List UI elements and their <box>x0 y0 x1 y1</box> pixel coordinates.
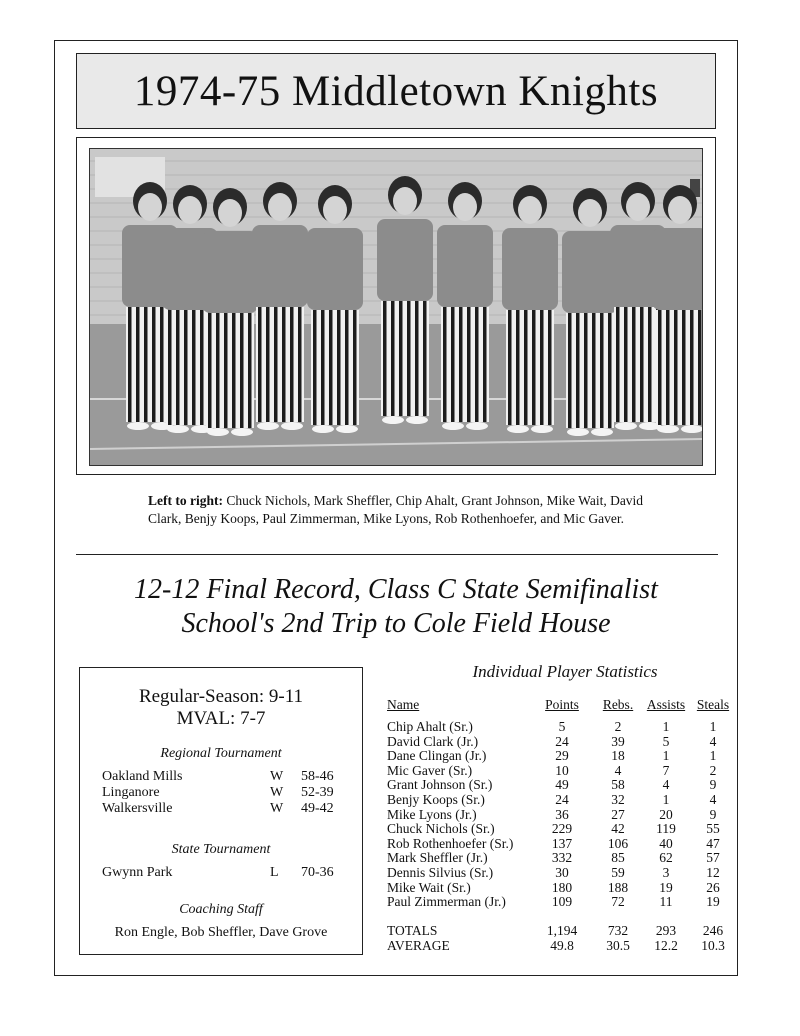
headline-line-1: 12-12 Final Record, Class C State Semifinalist <box>134 574 658 605</box>
player-assists: 19 <box>659 879 673 895</box>
player-shoe <box>167 425 189 433</box>
pants-stripe <box>592 313 596 428</box>
pants-stripe <box>184 310 188 425</box>
player-steals: 26 <box>706 879 720 895</box>
player-rebs: 39 <box>611 733 625 749</box>
pants-stripe <box>391 301 395 416</box>
player-pants <box>566 313 614 428</box>
pants-stripe <box>407 301 411 416</box>
player-face <box>578 199 602 227</box>
player-shoe <box>207 428 229 436</box>
player-pants <box>441 307 489 422</box>
pants-stripe <box>136 307 140 422</box>
player-shoe <box>382 416 404 424</box>
pants-stripe <box>168 310 172 425</box>
player-steals: 4 <box>709 792 717 807</box>
player-points: 24 <box>555 733 569 749</box>
player-shoe <box>442 422 464 430</box>
game-opponent: Gwynn Park <box>102 865 173 880</box>
player-points: 30 <box>555 865 569 880</box>
player-shirt <box>652 228 703 310</box>
coaching-staff-title: Coaching Staff <box>179 902 263 917</box>
player-name: Rob Rothenhoefer (Sr.) <box>387 835 514 851</box>
player-face <box>393 187 417 215</box>
player-shoe <box>127 422 149 430</box>
player-rebs: 59 <box>611 865 625 880</box>
player-steals: 57 <box>706 850 720 866</box>
game-result: W <box>270 769 284 784</box>
pants-stripe <box>321 310 325 425</box>
player-row <box>385 792 735 807</box>
player-steals: 4 <box>709 733 717 749</box>
mval-record: MVAL: 7-7 <box>176 708 266 729</box>
pants-stripe <box>282 307 286 422</box>
player-rebs: 27 <box>611 806 625 822</box>
regular-season-record: Regular-Season: 9-11 <box>138 686 304 707</box>
player-pants <box>381 301 429 416</box>
player-row <box>385 763 735 778</box>
player-shirt <box>502 228 558 310</box>
season-headline <box>56 573 736 641</box>
player-assists: 1 <box>662 719 670 734</box>
player-shoe <box>466 422 488 430</box>
player-name: Benjy Koops (Sr.) <box>387 792 485 807</box>
player-row <box>385 748 735 763</box>
pants-stripe <box>532 310 536 425</box>
player-shoe <box>281 422 303 430</box>
player-points: 10 <box>555 762 569 778</box>
player-pants <box>311 310 359 425</box>
pants-stripe <box>451 307 455 422</box>
player-steals: 1 <box>709 748 717 764</box>
player-shoe <box>257 422 279 430</box>
average-label: AVERAGE <box>387 938 450 953</box>
photo-caption <box>148 492 678 528</box>
team-photo-frame <box>76 137 716 475</box>
average-points: 49.8 <box>550 938 574 953</box>
caption-names: Chuck Nichols, Mark Sheffler, Chip Ahalt, Grant Johnson, Mike Wait, David Clark, Benjy Koops, Paul Zimmerman, Mike Lyons, Rob Rothenhoefer, and Mic Gaver. <box>148 493 644 526</box>
state-tournament-title: State Tournament <box>171 842 271 857</box>
player-steals: 2 <box>709 762 717 778</box>
player-points: 109 <box>551 894 573 910</box>
player-rebs: 72 <box>611 894 625 910</box>
player-pants <box>656 310 703 425</box>
player-shoe <box>406 416 428 424</box>
player-face <box>323 196 347 224</box>
player-rebs: 106 <box>607 835 629 851</box>
player-shirt <box>202 231 258 313</box>
player-rebs: 58 <box>611 777 625 793</box>
player-pants <box>206 313 254 428</box>
pants-stripe <box>568 313 572 428</box>
player-row <box>385 850 735 865</box>
player-name: Mark Sheffler (Jr.) <box>387 850 488 866</box>
player-shoe <box>507 425 529 433</box>
player-row <box>385 836 735 851</box>
header-rebs: Rebs. <box>602 697 634 712</box>
player-rebs: 42 <box>611 821 625 837</box>
totals-points: 1,194 <box>546 923 578 938</box>
player-rebs: 4 <box>614 762 622 778</box>
average-steals: 10.3 <box>701 938 725 953</box>
player-shirt <box>252 225 308 307</box>
player-shoe <box>336 425 358 433</box>
pants-stripe <box>144 307 148 422</box>
player-row <box>385 894 735 909</box>
pants-stripe <box>443 307 447 422</box>
pants-stripe <box>298 307 302 422</box>
average-row <box>385 938 735 953</box>
pants-stripe <box>632 307 636 422</box>
page-title: 1974-75 Middletown Knights <box>133 67 659 115</box>
pants-stripe <box>399 301 403 416</box>
player-row <box>385 807 735 822</box>
pants-stripe <box>682 310 686 425</box>
team-photo-illustration <box>90 149 703 466</box>
game-score: 52-39 <box>301 785 334 800</box>
player-rebs: 85 <box>611 850 625 866</box>
player-row <box>385 880 735 895</box>
pants-stripe <box>337 310 341 425</box>
header-steals: Steals <box>696 697 730 712</box>
pants-stripe <box>516 310 520 425</box>
player-shirt <box>437 225 493 307</box>
pants-stripe <box>698 310 702 425</box>
player-row <box>385 734 735 749</box>
team-photo <box>89 148 703 466</box>
player-shoe <box>231 428 253 436</box>
pants-stripe <box>200 310 204 425</box>
player-steals: 9 <box>709 777 717 793</box>
player-face <box>668 196 692 224</box>
pants-stripe <box>290 307 294 422</box>
totals-steals: 246 <box>702 923 724 938</box>
pants-stripe <box>329 310 333 425</box>
player-points: 24 <box>555 792 569 807</box>
totals-row <box>385 923 735 938</box>
player-pants <box>614 307 662 422</box>
player-assists: 4 <box>662 777 670 793</box>
pants-stripe <box>658 310 662 425</box>
player-shirt <box>307 228 363 310</box>
player-assists: 7 <box>662 762 670 778</box>
pants-stripe <box>483 307 487 422</box>
pants-stripe <box>176 310 180 425</box>
pants-stripe <box>353 310 357 425</box>
pants-stripe <box>208 313 212 428</box>
player-assists: 1 <box>662 748 670 764</box>
headline-line-2: School's 2nd Trip to Cole Field House <box>181 608 611 639</box>
player-points: 332 <box>551 850 573 866</box>
game-score: 58-46 <box>301 769 334 784</box>
pants-stripe <box>608 313 612 428</box>
totals-rebs: 732 <box>607 923 629 938</box>
player-points: 137 <box>551 835 573 851</box>
pants-stripe <box>423 301 427 416</box>
player-pants <box>506 310 554 425</box>
regional-tournament-title: Regional Tournament <box>160 746 282 761</box>
pants-stripe <box>274 307 278 422</box>
season-record-box <box>79 667 363 955</box>
player-rebs: 188 <box>607 879 629 895</box>
pants-stripe <box>690 310 694 425</box>
player-pants <box>256 307 304 422</box>
pants-stripe <box>192 310 196 425</box>
game-result: L <box>270 865 279 880</box>
pants-stripe <box>258 307 262 422</box>
pants-stripe <box>648 307 652 422</box>
totals-assists: 293 <box>655 923 677 938</box>
player-shoe <box>591 428 613 436</box>
player-row <box>385 821 735 836</box>
player-face <box>178 196 202 224</box>
game-result: W <box>270 801 284 816</box>
player-name: Chip Ahalt (Sr.) <box>387 719 473 734</box>
header-assists: Assists <box>646 697 686 712</box>
player-points: 36 <box>555 806 569 822</box>
player-assists: 20 <box>659 806 673 822</box>
player-assists: 5 <box>662 733 670 749</box>
player-shoe <box>312 425 334 433</box>
player-steals: 19 <box>706 894 720 910</box>
pants-stripe <box>674 310 678 425</box>
pants-stripe <box>345 310 349 425</box>
pants-stripe <box>248 313 252 428</box>
pants-stripe <box>475 307 479 422</box>
player-steals: 9 <box>709 806 717 822</box>
pants-stripe <box>666 310 670 425</box>
player-face <box>218 199 242 227</box>
player-name: Mike Wait (Sr.) <box>387 879 471 895</box>
pants-stripe <box>266 307 270 422</box>
player-row <box>385 865 735 880</box>
player-shoe <box>657 425 679 433</box>
pants-stripe <box>415 301 419 416</box>
player-shoe <box>615 422 637 430</box>
header-name: Name <box>387 697 420 712</box>
average-rebs: 30.5 <box>606 938 630 953</box>
stats-title: Individual Player Statistics <box>472 662 658 681</box>
section-divider <box>76 554 718 555</box>
pants-stripe <box>216 313 220 428</box>
pants-stripe <box>624 307 628 422</box>
pants-stripe <box>224 313 228 428</box>
pants-stripe <box>576 313 580 428</box>
player-assists: 3 <box>662 865 670 880</box>
player-assists: 11 <box>659 894 673 910</box>
player-points: 180 <box>551 879 573 895</box>
player-face <box>518 196 542 224</box>
player-name: Dennis Silvius (Sr.) <box>387 865 494 880</box>
player-name: Mike Lyons (Jr.) <box>387 806 477 822</box>
totals-label: TOTALS <box>387 923 438 938</box>
player-shoe <box>567 428 589 436</box>
player-points: 5 <box>558 719 566 734</box>
game-result: W <box>270 785 284 800</box>
player-row <box>385 719 735 734</box>
pants-stripe <box>313 310 317 425</box>
stats-header-row <box>385 697 735 712</box>
player-rebs: 32 <box>611 792 625 807</box>
pants-stripe <box>640 307 644 422</box>
player-name: Grant Johnson (Sr.) <box>387 777 493 793</box>
player-assists: 1 <box>662 792 670 807</box>
player-face <box>268 193 292 221</box>
player-steals: 55 <box>706 821 720 837</box>
player-points: 229 <box>551 821 573 837</box>
header-points: Points <box>545 697 579 712</box>
player-points: 29 <box>555 748 569 764</box>
player-shirt <box>377 219 433 301</box>
player-name: Chuck Nichols (Sr.) <box>387 821 495 837</box>
game-opponent: Walkersville <box>102 801 173 816</box>
pants-stripe <box>152 307 156 422</box>
player-shirt <box>562 231 618 313</box>
player-points: 49 <box>555 777 569 793</box>
player-rebs: 18 <box>611 748 625 764</box>
game-opponent: Oakland Mills <box>102 769 183 784</box>
pants-stripe <box>616 307 620 422</box>
caption-lead: Left to right: <box>148 493 223 508</box>
pants-stripe <box>584 313 588 428</box>
player-assists: 119 <box>656 821 676 837</box>
pants-stripe <box>232 313 236 428</box>
player-face <box>138 193 162 221</box>
pants-stripe <box>540 310 544 425</box>
player-shoe <box>531 425 553 433</box>
player-steals: 12 <box>706 865 720 880</box>
player-name: Paul Zimmerman (Jr.) <box>387 894 506 910</box>
pants-stripe <box>548 310 552 425</box>
pants-stripe <box>383 301 387 416</box>
pants-stripe <box>240 313 244 428</box>
pants-stripe <box>160 307 164 422</box>
pants-stripe <box>524 310 528 425</box>
game-score: 70-36 <box>301 865 334 880</box>
pants-stripe <box>459 307 463 422</box>
player-name: David Clark (Jr.) <box>387 733 479 749</box>
pants-stripe <box>600 313 604 428</box>
player-face <box>453 193 477 221</box>
player-rebs: 2 <box>614 719 622 734</box>
player-face <box>626 193 650 221</box>
pants-stripe <box>128 307 132 422</box>
game-opponent: Linganore <box>102 785 160 800</box>
player-assists: 40 <box>659 835 673 851</box>
game-score: 49-42 <box>301 801 334 816</box>
average-assists: 12.2 <box>654 938 678 953</box>
player-name: Dane Clingan (Jr.) <box>387 748 487 764</box>
player-shoe <box>681 425 703 433</box>
coaching-staff-names: Ron Engle, Bob Sheffler, Dave Grove <box>114 925 328 940</box>
player-steals: 47 <box>706 835 720 851</box>
player-steals: 1 <box>709 719 717 734</box>
player-assists: 62 <box>659 850 673 866</box>
pants-stripe <box>467 307 471 422</box>
pants-stripe <box>508 310 512 425</box>
player-row <box>385 777 735 792</box>
player-name: Mic Gaver (Sr.) <box>387 762 473 778</box>
title-box <box>76 53 716 129</box>
